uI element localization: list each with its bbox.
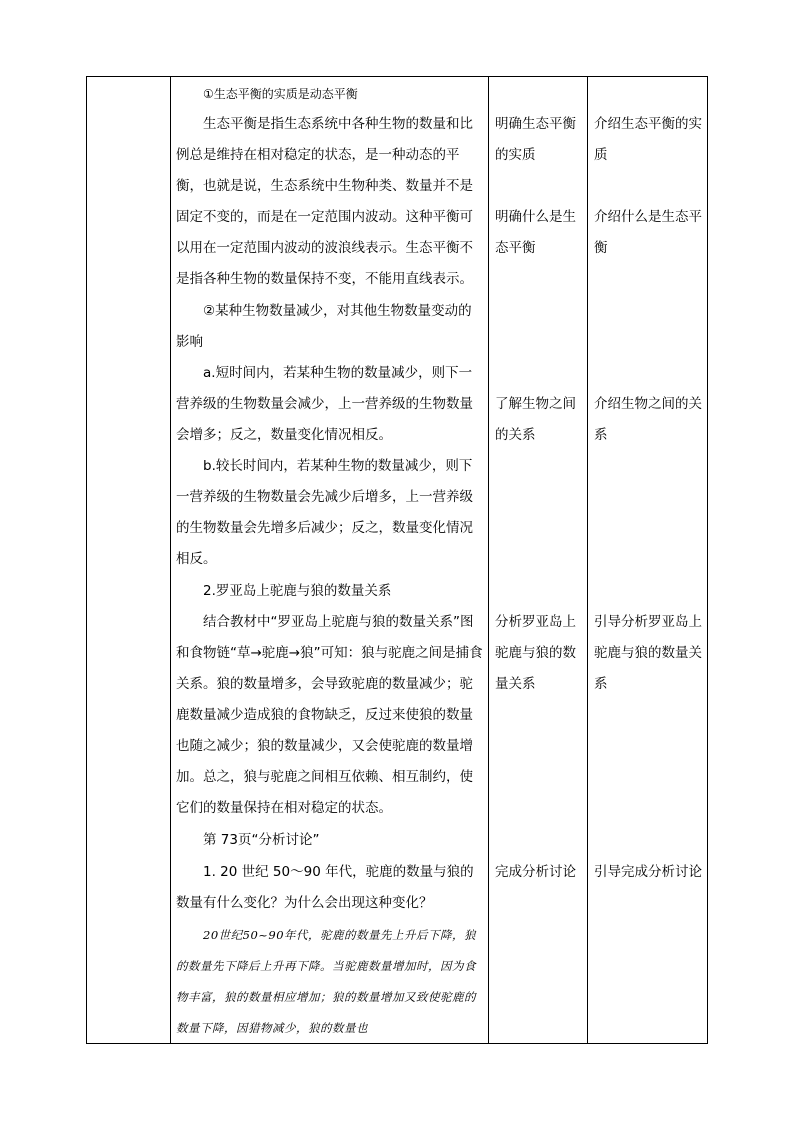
activity-4: 引导分析罗亚岛上驼鹿与狼的数量关系 <box>594 614 702 692</box>
objective-4: 分析罗亚岛上驼鹿与狼的数量关系 <box>495 614 576 692</box>
objective-2: 明确什么是生态平衡 <box>495 209 576 256</box>
paragraph-short-term: a.短时间内，若某种生物的数量减少，则下一营养级的生物数量会减少，上一营养级的生物数量会增多；反之，数量变化情况相反。 <box>176 365 473 443</box>
objective-5: 完成分析讨论 <box>495 864 576 880</box>
activity-1: 介绍生态平衡的实质 <box>594 116 702 163</box>
column-divider <box>587 77 588 1043</box>
objective-1: 明确生态平衡的实质 <box>495 116 576 163</box>
activity-5: 引导完成分析讨论 <box>594 864 702 880</box>
paragraph-long-term: b.较长时间内，若某种生物的数量减少，则下一营养级的生物数量会先减少后增多，上一营养级的生物数量会先增多后减少；反之，数量变化情况相反。 <box>176 458 473 567</box>
heading-discussion: 第 73页“分析讨论” <box>203 832 320 848</box>
heading-moose-wolf: 2.罗亚岛上驼鹿与狼的数量关系 <box>203 583 392 599</box>
heading-dynamic-balance: ①生态平衡的实质是动态平衡 <box>203 87 358 101</box>
activity-3: 介绍生物之间的关系 <box>594 396 702 443</box>
heading-population-effect: ②某种生物数量减少，对其他生物数量变动的影响 <box>176 303 472 350</box>
column-divider <box>170 77 171 1043</box>
answer-1-handwritten: 20世纪50~90年代，驼鹿的数量先上升后下降，狼的数量先下降后上升再下降。当驼鹿数量增加时，因为食物丰富，狼的数量相应增加；狼的数量增加又致使驼鹿的数量下降，因猎物减少，狼的数量也 <box>176 928 477 1035</box>
activity-2: 介绍什么是生态平衡 <box>594 209 702 256</box>
question-1: 1. 20 世纪 50～90 年代，驼鹿的数量与狼的数量有什么变化？为什么会出现这种变化？ <box>176 864 474 911</box>
column-divider <box>488 77 489 1043</box>
paragraph-moose-wolf: 结合教材中“罗亚岛上驼鹿与狼的数量关系”图和食物链“草→驼鹿→狼”可知：狼与驼鹿之间是捕食关系。狼的数量增多，会导致驼鹿的数量减少；驼鹿数量减少造成狼的食物缺乏，反过来使狼的数量也随之减少；狼的数量减少，又会使驼鹿的数量增加。总之，狼与驼鹿之间相互依赖、相互制约，使它们的数量保持在相对稳定的状态。 <box>176 614 483 816</box>
paragraph-balance-definition: 生态平衡是指生态系统中各种生物的数量和比例总是维持在相对稳定的状态，是一种动态的平衡，也就是说，生态系统中生物种类、数量并不是固定不变的，而是在一定范围内波动。这种平衡可以用在一定范围内波动的波浪线表示。生态平衡不是指各种生物的数量保持不变，不能用直线表示。 <box>176 116 473 287</box>
lesson-plan-table <box>86 76 708 1044</box>
objective-3: 了解生物之间的关系 <box>495 396 576 443</box>
